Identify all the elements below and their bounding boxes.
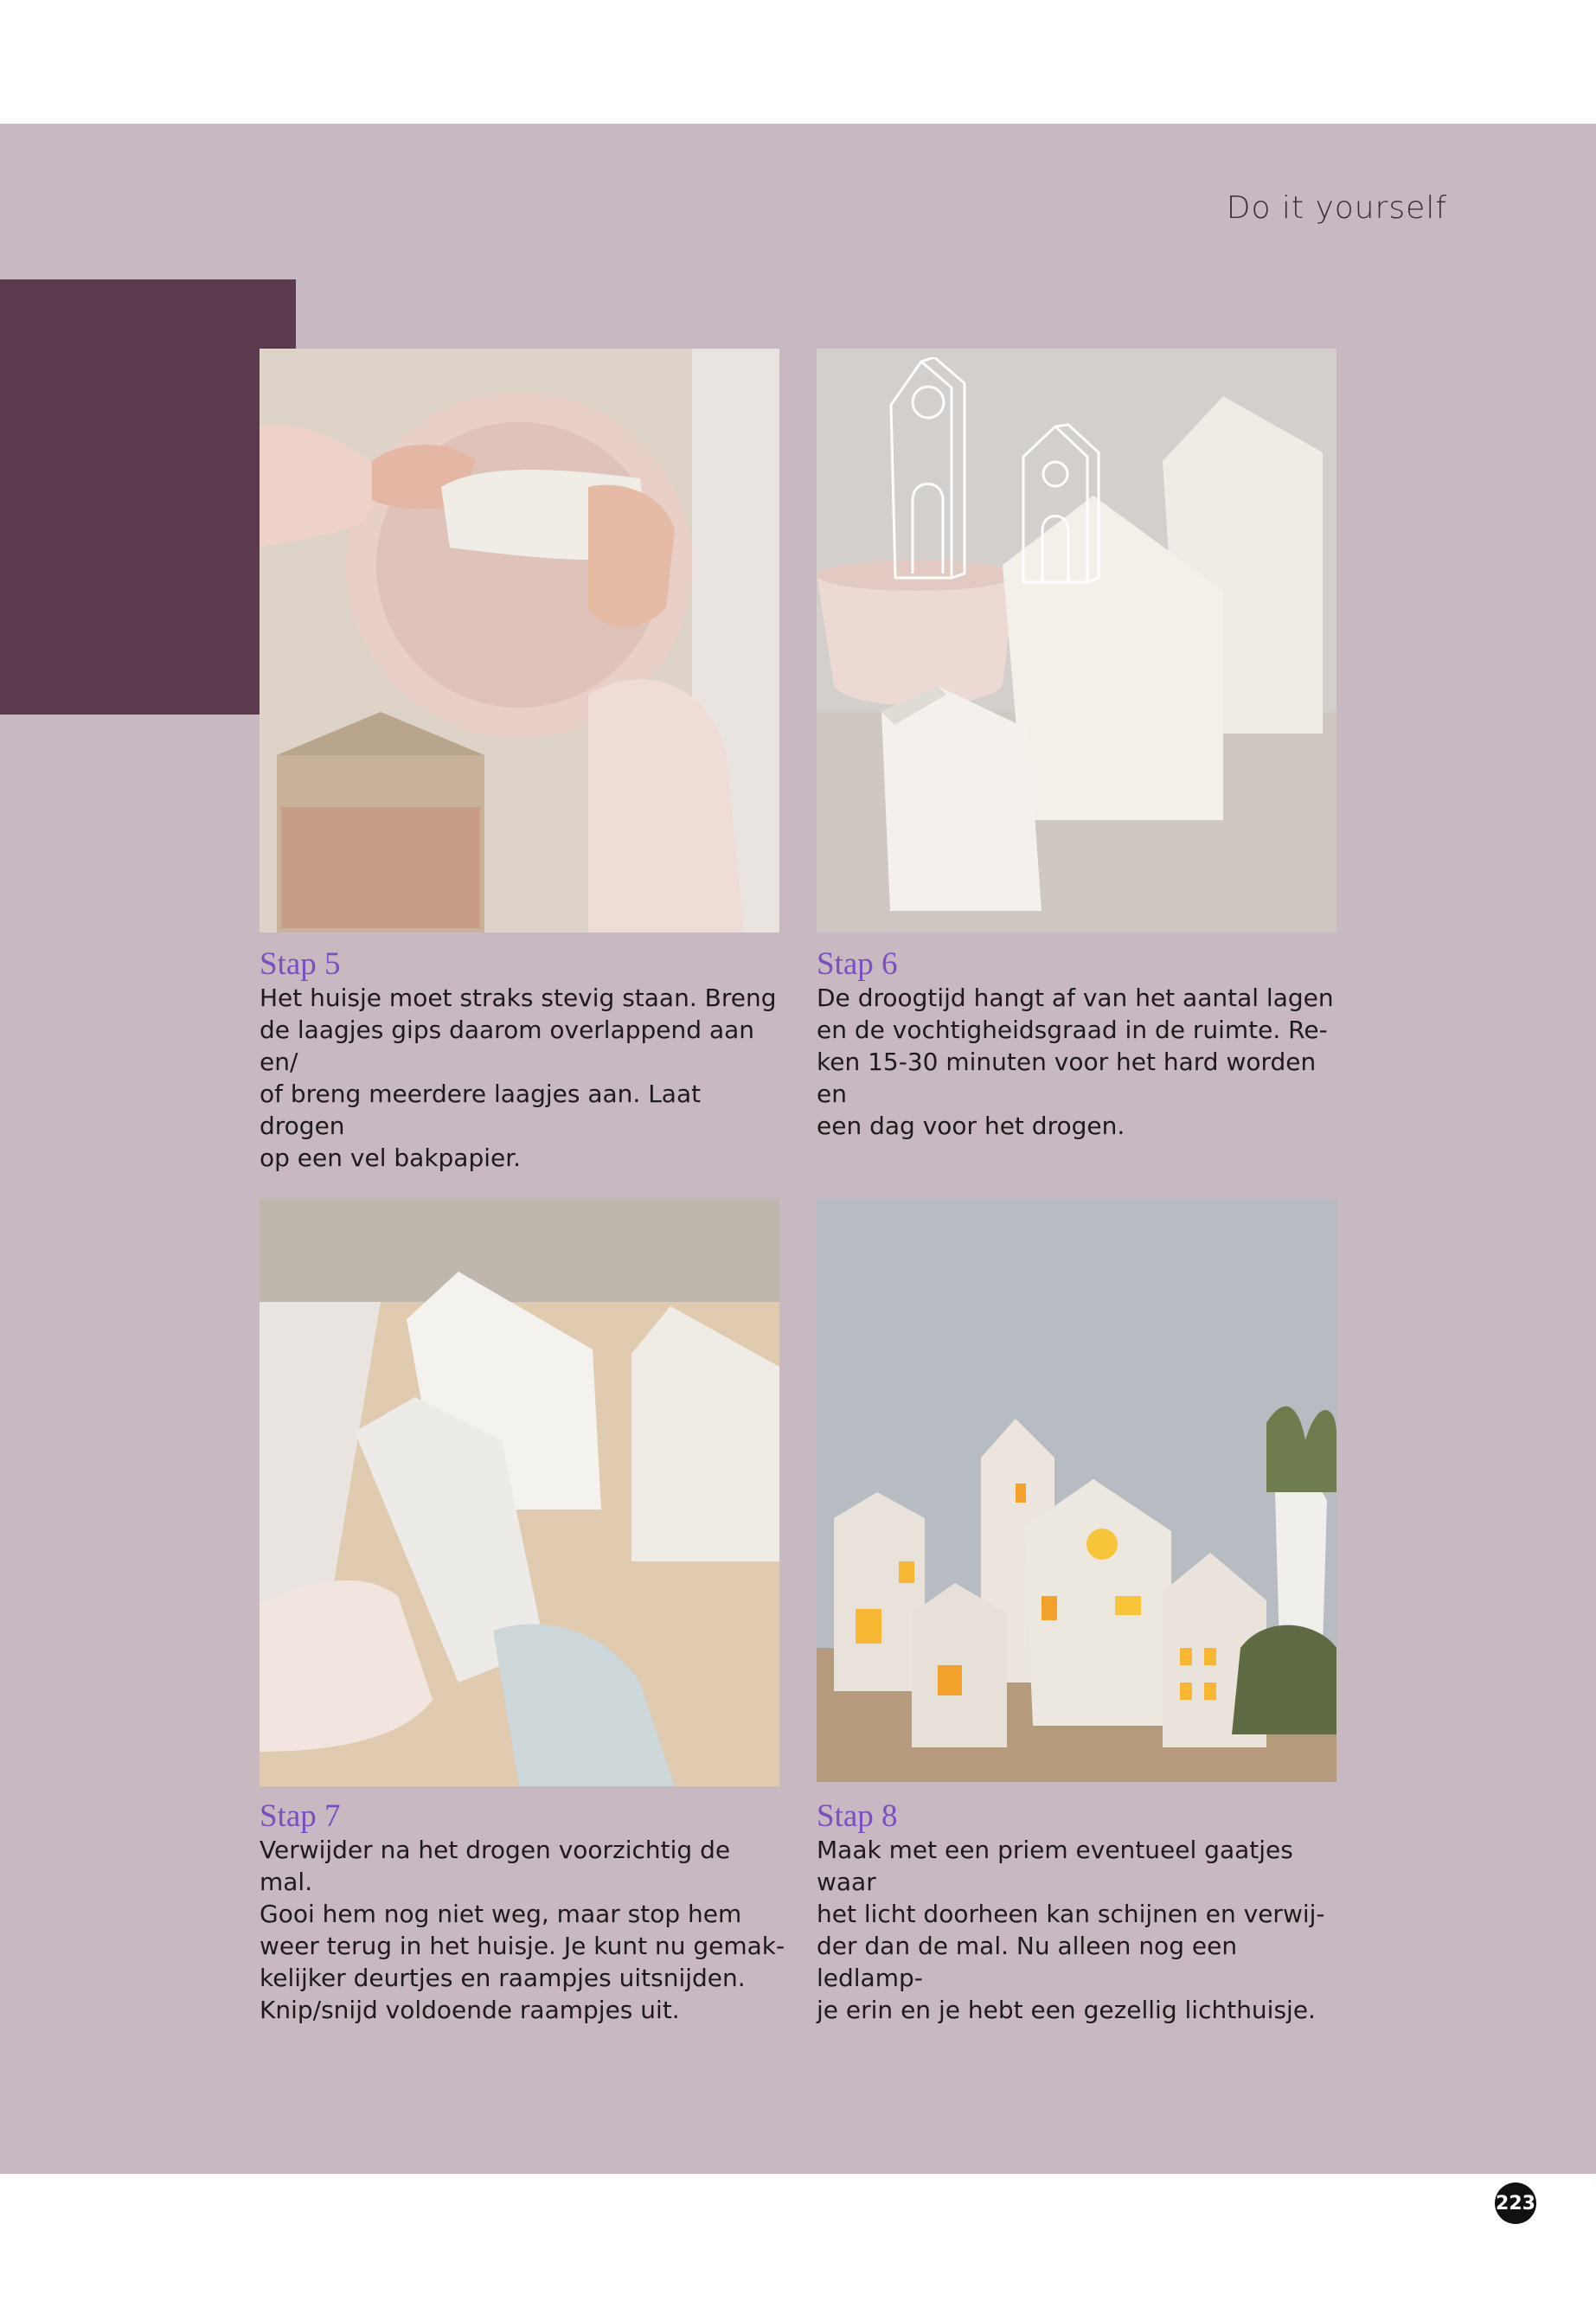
step-5-text: Het huisje moet straks stevig staan. Breng de laagjes gips daarom overlappend aan en/ of breng meerdere laagjes aan. Laat drogen op een vel bakpapier.: [260, 984, 777, 1172]
page-number-badge: 223: [1495, 2182, 1536, 2224]
step-7-title: Stap 7: [260, 1798, 341, 1834]
photo-step-7: [260, 1198, 779, 1786]
houses-outline-icon: [887, 357, 1129, 591]
magazine-page: [0, 124, 1596, 2214]
step-6-text: De droogtijd hangt af van het aantal lagen en de vochtigheidsgraad in de ruimte. Re- ken 15-30 minuten voor het hard worden en een dag voor het drogen.: [817, 984, 1334, 1140]
step-8-title: Stap 8: [817, 1798, 898, 1834]
step-7-text: Verwijder na het drogen voorzichtig de mal. Gooi hem nog niet weg, maar stop hem weer terug in het huisje. Je kunt nu gemak- kelijker deurtjes en raampjes uitsnijden. Knip/snijd voldoende raampjes uit.: [260, 1836, 785, 2024]
section-title: Do it yourself: [1226, 190, 1447, 226]
step-6-title: Stap 6: [817, 946, 898, 982]
accent-block: [0, 279, 296, 715]
photo-step-5: [260, 349, 779, 933]
step-5-title: Stap 5: [260, 946, 341, 982]
photo-step-8: [817, 1198, 1336, 1782]
step-8-text: Maak met een priem eventueel gaatjes waar het licht doorheen kan schijnen en verwij- der dan de mal. Nu alleen nog een ledlamp- je erin en je hebt een gezellig lichthuisje.: [817, 1836, 1325, 2024]
